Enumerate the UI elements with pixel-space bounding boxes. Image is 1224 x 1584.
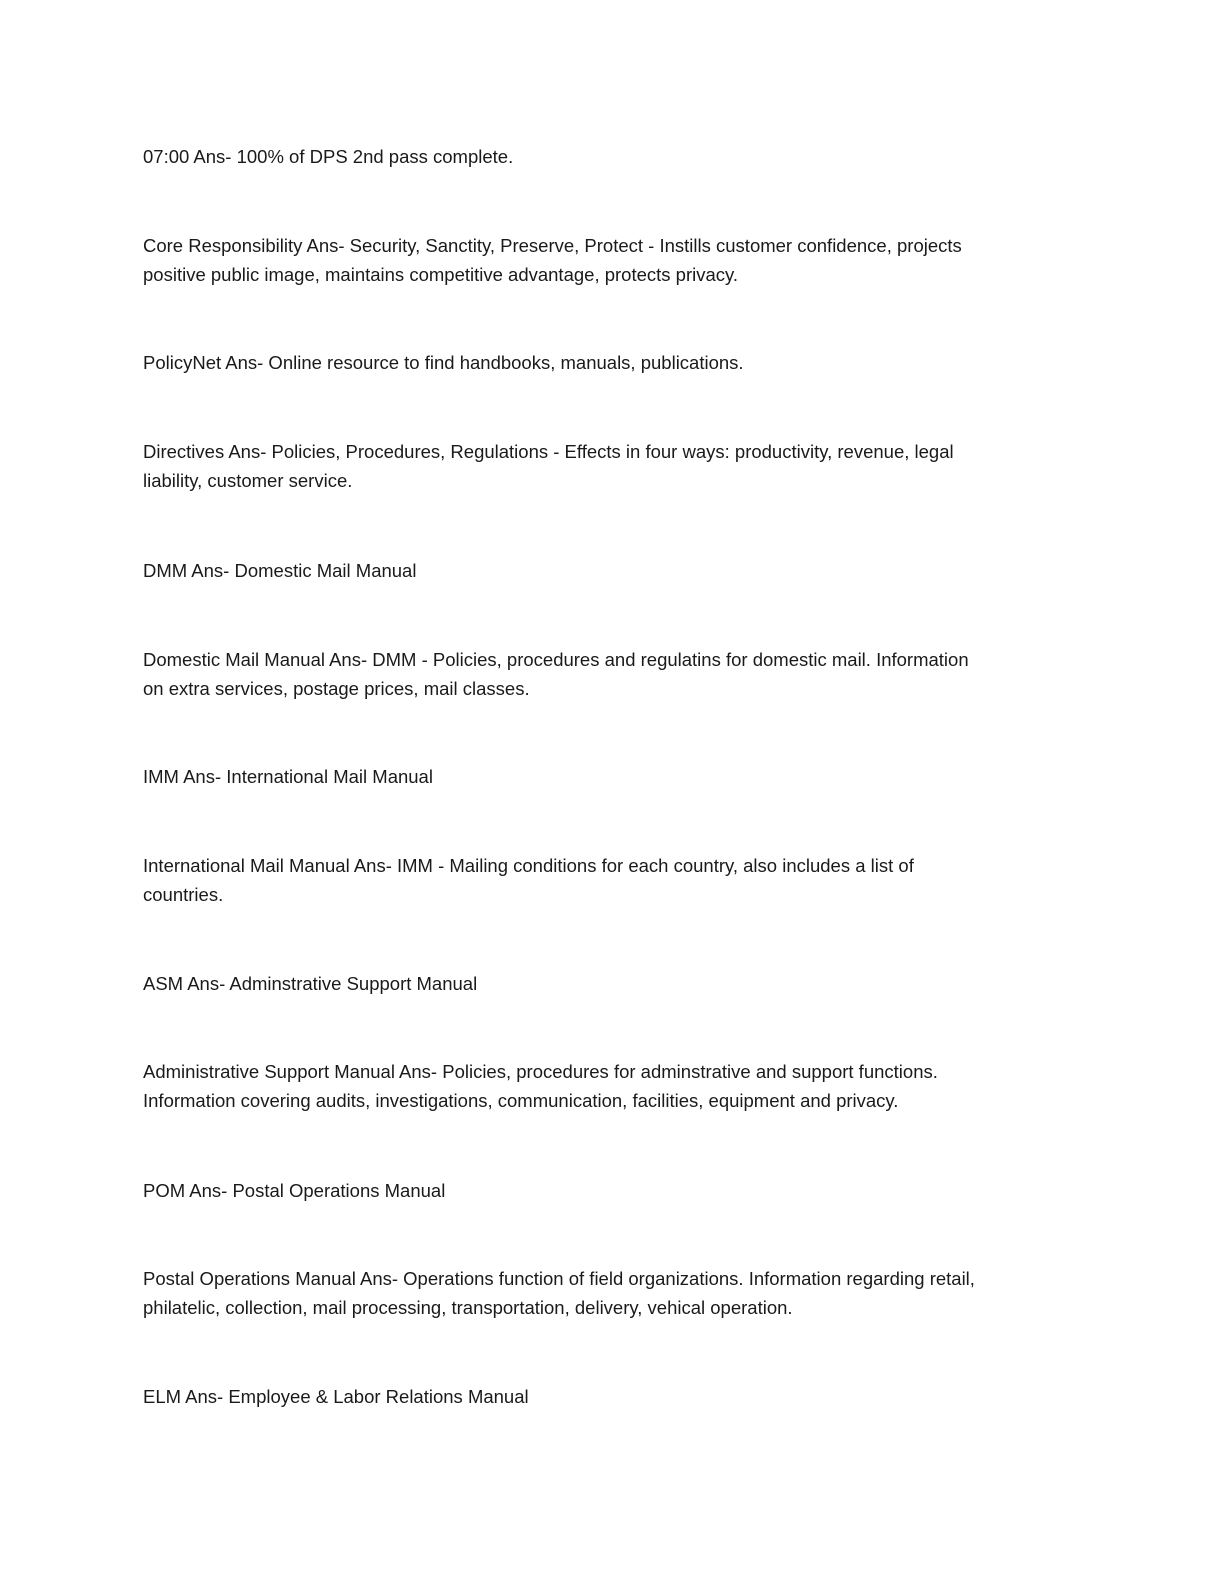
entry-line: Administrative Support Manual Ans- Policies, procedures for adminstrative and support functions. bbox=[143, 1061, 938, 1082]
entry-line: Core Responsibility Ans- Security, Sanctity, Preserve, Protect - Instills customer confidence, projects bbox=[143, 235, 962, 256]
entry-line: on extra services, postage prices, mail classes. bbox=[143, 678, 530, 699]
entry-0700 bbox=[143, 142, 1083, 171]
entry-administrative-support-manual bbox=[143, 1057, 1083, 1115]
entry-elm bbox=[143, 1382, 1083, 1411]
entry-line: countries. bbox=[143, 884, 224, 905]
entry-dmm bbox=[143, 556, 1083, 585]
entry-core-responsibility bbox=[143, 231, 1083, 289]
entry-imm bbox=[143, 762, 1083, 791]
entry-line: Postal Operations Manual Ans- Operations function of field organizations. Information regarding retail, bbox=[143, 1268, 975, 1289]
entry-line: Domestic Mail Manual Ans- DMM - Policies, procedures and regulatins for domestic mail. Information bbox=[143, 649, 969, 670]
entry-domestic-mail-manual bbox=[143, 645, 1083, 703]
entry-line: philatelic, collection, mail processing, transportation, delivery, vehical operation. bbox=[143, 1297, 793, 1318]
entry-line: PolicyNet Ans- Online resource to find handbooks, manuals, publications. bbox=[143, 352, 744, 373]
entry-policynet bbox=[143, 348, 1083, 377]
entry-line: liability, customer service. bbox=[143, 470, 353, 491]
entry-line: ASM Ans- Adminstrative Support Manual bbox=[143, 973, 478, 994]
entry-line: Directives Ans- Policies, Procedures, Regulations - Effects in four ways: productivity, revenue, legal bbox=[143, 441, 954, 462]
entry-directives bbox=[143, 437, 1083, 495]
entry-line: DMM Ans- Domestic Mail Manual bbox=[143, 560, 417, 581]
entry-pom bbox=[143, 1176, 1083, 1205]
entry-line: International Mail Manual Ans- IMM - Mailing conditions for each country, also includes a list of bbox=[143, 855, 914, 876]
entry-postal-operations-manual bbox=[143, 1264, 1083, 1322]
entry-line: ELM Ans- Employee & Labor Relations Manual bbox=[143, 1386, 529, 1407]
entry-line: Information covering audits, investigations, communication, facilities, equipment and privacy. bbox=[143, 1090, 899, 1111]
entry-asm bbox=[143, 969, 1083, 998]
entry-line: 07:00 Ans- 100% of DPS 2nd pass complete. bbox=[143, 146, 514, 167]
entry-line: positive public image, maintains competitive advantage, protects privacy. bbox=[143, 264, 739, 285]
entry-international-mail-manual bbox=[143, 851, 1083, 909]
entry-line: IMM Ans- International Mail Manual bbox=[143, 766, 433, 787]
entry-line: POM Ans- Postal Operations Manual bbox=[143, 1180, 446, 1201]
